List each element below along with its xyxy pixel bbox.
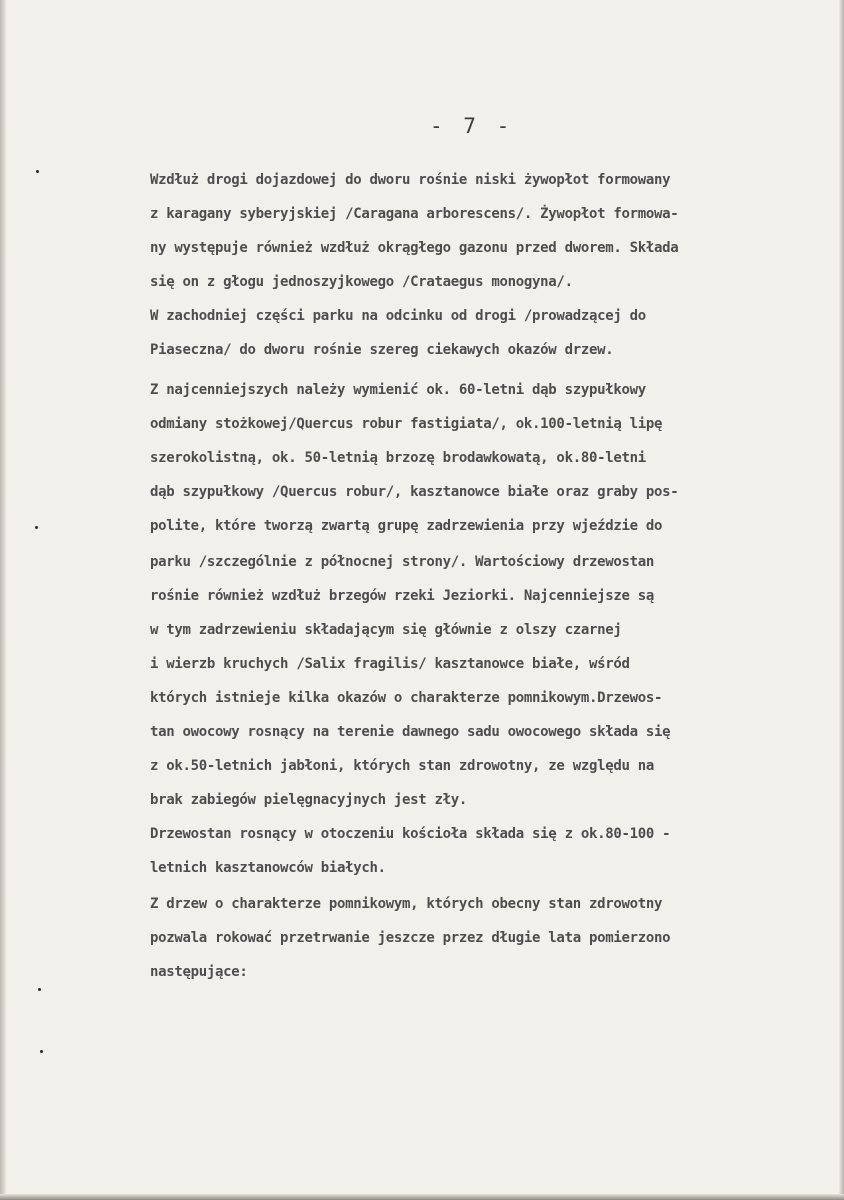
text-line: Z najcenniejszych należy wymienić ok. 60-letni dąb szypułkowy bbox=[150, 382, 646, 398]
margin-dot bbox=[35, 526, 38, 529]
text-line: W zachodniej części parku na odcinku od drogi /prowadzącej do bbox=[150, 308, 646, 324]
page-bottom-edge bbox=[0, 1194, 844, 1200]
text-line: ny występuje również wzdłuż okrągłego gazonu przed dworem. Składa bbox=[150, 240, 679, 256]
text-line: Wzdłuż drogi dojazdowej do dworu rośnie niski żywopłot formowany bbox=[150, 172, 671, 188]
text-line: Drzewostan rosnący w otoczeniu kościoła składa się z ok.80-100 - bbox=[150, 826, 671, 842]
text-line: się on z głogu jednoszyjkowego /Crataegus monogyna/. bbox=[150, 274, 573, 290]
text-line: Z drzew o charakterze pomnikowym, których obecny stan zdrowotny bbox=[150, 896, 663, 912]
text-line: z ok.50-letnich jabłoni, których stan zdrowotny, ze względu na bbox=[150, 758, 654, 774]
text-line: pozwala rokować przetrwanie jeszcze przez długie lata pomierzono bbox=[150, 930, 671, 946]
text-line: których istnieje kilka okazów o charakterze pomnikowym.Drzewos- bbox=[150, 690, 663, 706]
text-line: Piaseczna/ do dworu rośnie szereg ciekawych okazów drzew. bbox=[150, 342, 614, 358]
text-line: letnich kasztanowców białych. bbox=[150, 860, 386, 876]
text-line: rośnie również wzdłuż brzegów rzeki Jeziorki. Najcenniejsze są bbox=[150, 588, 654, 604]
text-line: tan owocowy rosnący na terenie dawnego sadu owocowego składa się bbox=[150, 724, 671, 740]
text-line: z karagany syberyjskiej /Caragana arborescens/. Żywopłot formowa- bbox=[150, 206, 679, 222]
page-left-edge bbox=[0, 0, 6, 1200]
text-line: brak zabiegów pielęgnacyjnych jest zły. bbox=[150, 792, 468, 808]
margin-dot bbox=[36, 170, 39, 173]
text-line: następujące: bbox=[150, 964, 248, 980]
text-line: i wierzb kruchych /Salix fragilis/ kasztanowce białe, wśród bbox=[150, 656, 630, 672]
text-line: parku /szczególnie z północnej strony/. Wartościowy drzewostan bbox=[150, 554, 654, 570]
text-line: dąb szypułkowy /Quercus robur/, kasztanowce białe oraz graby pos- bbox=[150, 484, 679, 500]
page-right-edge bbox=[839, 0, 844, 1200]
page-number: - 7 - bbox=[430, 114, 514, 138]
margin-dot bbox=[40, 1050, 43, 1053]
text-line: polite, które tworzą zwartą grupę zadrzewienia przy wjeździe do bbox=[150, 518, 663, 534]
text-line: szerokolistną, ok. 50-letnią brzozę brodawkowatą, ok.80-letni bbox=[150, 450, 646, 466]
text-line: odmiany stożkowej/Quercus robur fastigiata/, ok.100-letnią lipę bbox=[150, 416, 663, 432]
text-line: w tym zadrzewieniu składającym się głównie z olszy czarnej bbox=[150, 622, 622, 638]
margin-dot bbox=[38, 988, 41, 991]
